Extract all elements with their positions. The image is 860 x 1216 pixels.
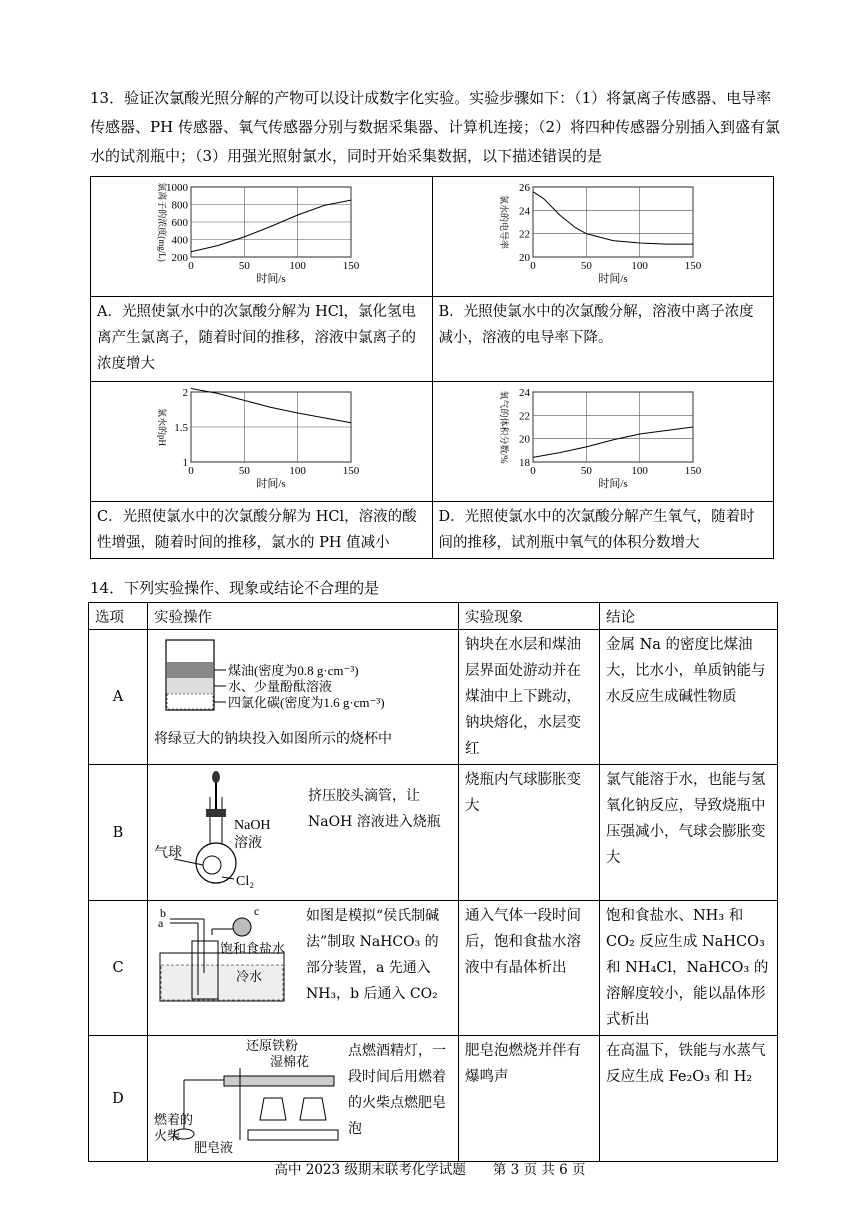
x-tick-label: 50 [239, 260, 251, 272]
plot-frame [533, 187, 693, 257]
y-tick-label: 800 [171, 199, 189, 212]
x-tick-label: 100 [289, 465, 307, 477]
label-water: 水、少量酚酞溶液 [228, 679, 333, 694]
label-c: c [254, 904, 260, 918]
y-tick-label: 1 [182, 457, 189, 469]
row-d-option: D [89, 1036, 148, 1162]
iron-steam-figure [154, 1038, 344, 1156]
chart-cell-ph [91, 382, 433, 502]
x-tick-label: 100 [631, 465, 648, 477]
row-c-option: C [89, 901, 148, 1036]
chart-conductivity [433, 177, 773, 287]
question-14-stem: 14．下列实验操作、现象或结论不合理的是 [90, 579, 380, 597]
label-soap: 肥皂液 [194, 1140, 234, 1155]
question-13-table [90, 176, 774, 559]
question-13-stem: 13．验证次氯酸光照分解的产物可以设计成数字化实验。实验步骤如下：（1）将氯离子传感器、电导率传感器、PH 传感器、氧气传感器分别与数据采集器、计算机连接；（2）将四种传感器分别插入到盛有氯水的试剂瓶中；（3）用强光照射氯水，同时开始采集数据，以下描述错误的是 [90, 89, 780, 165]
row-a-operation [148, 630, 459, 765]
chart-oxygen-fraction [433, 382, 773, 492]
x-axis-label: 时间/s [598, 478, 628, 490]
y-axis-label: 氯水的电导率 [498, 194, 509, 250]
row-c-op-text: 如图是模拟“侯氏制碱法”制取 NaHCO₃ 的部分装置，a 先通入 NH₃，b 后通入 CO₂ [306, 908, 440, 1002]
y-tick-label: 26 [518, 182, 530, 194]
header-conclusion: 结论 [600, 603, 778, 630]
header-operation: 实验操作 [148, 603, 459, 630]
row-a-conclusion: 金属 Na 的密度比煤油大，比水小，单质钠能与水反应生成碱性物质 [600, 630, 778, 765]
row-d-operation [148, 1036, 459, 1162]
row-d-op-text: 点燃酒精灯，一段时间后用燃着的火柴点燃肥皂泡 [348, 1043, 446, 1137]
x-tick-label: 0 [530, 465, 536, 477]
chart-cell-chloride [91, 177, 433, 297]
label-burning: 燃着的 [154, 1112, 194, 1127]
label-kerosene: 煤油(密度为0.8 g·cm⁻³) [228, 663, 359, 678]
row-a-phenomenon: 钠块在水层和煤油层界面处游动并在煤油中上下跳动，钠块熔化，水层变红 [459, 630, 600, 765]
chart-cell-oxygen [432, 382, 774, 502]
x-tick-label: 150 [343, 465, 360, 477]
label-wet-cotton: 湿棉花 [270, 1054, 310, 1069]
label-brine: 饱和食盐水 [220, 941, 286, 956]
y-tick-label: 2 [182, 387, 189, 399]
label-match: 火柴 [154, 1128, 181, 1143]
row-b-phenomenon: 烧瓶内气球膨胀变大 [459, 765, 600, 901]
x-tick-label: 0 [188, 465, 194, 477]
x-tick-label: 150 [684, 260, 701, 272]
row-b-option: B [89, 765, 148, 901]
row-c-phenomenon: 通入气体一段时间后，饱和食盐水溶液中有晶体析出 [459, 901, 600, 1036]
label-balloon: 气球 [154, 846, 182, 861]
x-axis-label: 时间/s [598, 273, 628, 285]
chart-ph [91, 382, 431, 492]
header-option: 选项 [89, 603, 148, 630]
option-a: A．光照使氯水中的次氯酸分解为 HCl，氯化氢电离产生氯离子，随着时间的推移，溶液中氯离子的浓度增大 [91, 297, 433, 382]
y-tick-label: 20 [518, 433, 530, 446]
label-cold-water: 冷水 [236, 969, 263, 984]
x-tick-label: 150 [343, 260, 360, 272]
row-d-phenomenon: 肥皂泡燃烧并伴有爆鸣声 [459, 1036, 600, 1162]
label-b: b [160, 906, 166, 920]
option-b: B．光照使氯水中的次氯酸分解，溶液中离子浓度减小，溶液的电导率下降。 [432, 297, 774, 382]
header-phenomenon: 实验现象 [459, 603, 600, 630]
flask-figure [154, 767, 304, 893]
plot-frame [533, 392, 693, 462]
page-footer: 高中 2023 级期末联考化学试题 第 3 页 共 6 页 [274, 1162, 586, 1178]
row-a-caption: 将绿豆大的钠块投入如图所示的烧杯中 [154, 731, 392, 747]
chart-cell-conductivity [432, 177, 774, 297]
y-axis-label: 氯离子的浓度(mg/L) [157, 182, 168, 262]
y-tick-label: 1.5 [174, 422, 189, 434]
x-tick-label: 100 [631, 260, 648, 272]
y-tick-label: 200 [171, 252, 189, 264]
y-tick-label: 22 [518, 410, 530, 423]
x-tick-label: 0 [188, 260, 194, 272]
question-14-table [88, 602, 778, 1162]
row-b-operation [148, 765, 459, 901]
x-tick-label: 0 [530, 260, 536, 272]
x-tick-label: 50 [239, 465, 251, 477]
x-axis-label: 时间/s [256, 273, 286, 285]
row-a-option: A [89, 630, 148, 765]
y-tick-label: 1000 [166, 182, 189, 194]
row-b-op-text: 挤压胶头滴管，让 NaOH 溶液进入烧瓶 [308, 788, 441, 830]
y-tick-label: 400 [171, 234, 189, 247]
row-c-operation [148, 901, 459, 1036]
y-axis-label: 氧气的体积分数/% [498, 390, 509, 464]
hou-process-figure [154, 903, 302, 1007]
option-d: D．光照使氯水中的次氯酸分解产生氧气，随着时间的推移，试剂瓶中氧气的体积分数增大 [432, 502, 774, 559]
x-tick-label: 150 [684, 465, 701, 477]
label-cl2: Cl₂ [236, 874, 255, 889]
y-tick-label: 24 [518, 205, 530, 218]
x-tick-label: 100 [289, 260, 307, 272]
row-d-conclusion: 在高温下，铁能与水蒸气反应生成 Fe₂O₃ 和 H₂ [600, 1036, 778, 1162]
y-axis-label: 氯水的pH [157, 408, 168, 446]
x-tick-label: 50 [580, 465, 592, 477]
beaker-figure [154, 632, 444, 720]
label-iron-powder: 还原铁粉 [246, 1038, 299, 1053]
label-solution: 溶液 [234, 836, 262, 851]
y-tick-label: 20 [518, 252, 530, 264]
row-b-conclusion: 氯气能溶于水，也能与氢氧化钠反应，导致烧瓶中压强减小，气球会膨胀变大 [600, 765, 778, 901]
label-ccl4: 四氯化碳(密度为1.6 g·cm⁻³) [228, 695, 385, 710]
y-tick-label: 24 [518, 387, 530, 399]
chart-chloride-concentration [91, 177, 431, 287]
y-tick-label: 22 [518, 228, 530, 241]
y-tick-label: 600 [171, 217, 189, 229]
label-a: a [158, 916, 164, 930]
option-c: C．光照使氯水中的次氯酸分解为 HCl，溶液的酸性增强，随着时间的推移，氯水的 PH 值减小 [91, 502, 433, 559]
label-naoh: NaOH [234, 818, 271, 833]
x-tick-label: 50 [580, 260, 592, 272]
row-c-conclusion: 饱和食盐水、NH₃ 和 CO₂ 反应生成 NaHCO₃ 和 NH₄Cl，NaHCO₃ 的溶解度较小，能以晶体形式析出 [600, 901, 778, 1036]
y-tick-label: 18 [518, 457, 530, 469]
x-axis-label: 时间/s [256, 478, 286, 490]
